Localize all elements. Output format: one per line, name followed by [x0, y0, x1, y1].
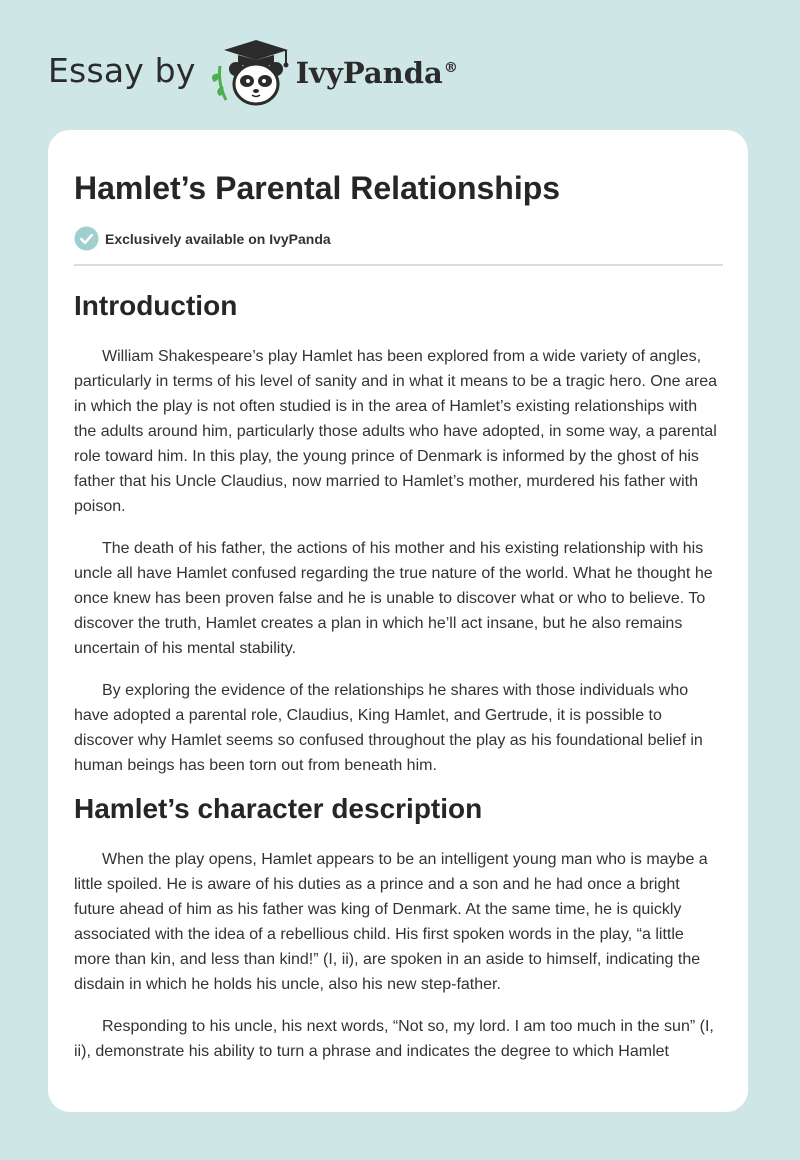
- paragraph: When the play opens, Hamlet appears to be an intelligent young man who is maybe a little spoiled. He is aware of his duties as a prince and a son and he had once a bright future ahead of him as his father was king of Denmark. At the same time, he is quickly associated with the idea of a rebellious child. His first spoken words in the play, “a little more than kin, and less than kind!” (I, ii), are spoken in an aside to himself, indicating the disdain in which he holds his uncle, also his new step-father.: [74, 851, 708, 993]
- check-circle-icon: [74, 226, 99, 251]
- exclusive-badge: [74, 226, 722, 251]
- paragraph: The death of his father, the actions of his mother and his existing relationship with his uncle all have Hamlet confused regarding the true nature of the world. What he thought he once knew has been proven false and he is unable to discover what or who to believe. To discover the truth, Hamlet creates a plan in which he’ll act insane, but he also remains uncertain of his mental stability.: [74, 540, 713, 657]
- paragraph: William Shakespeare’s play Hamlet has been explored from a wide variety of angles, particularly in terms of his level of sanity and in what it means to be a tragic hero. One area in which the play is not often studied is in the area of Hamlet’s existing relationships with the adults around him, particularly those adults who have adopted, in some way, a parental role toward him. In this play, the young prince of Denmark is informed by the ghost of his father that his Uncle Claudius, now married to Hamlet’s mother, murdered his father with poison.: [74, 348, 717, 515]
- brand-header: [48, 36, 458, 108]
- brand-name[interactable]: IvyPanda®: [295, 56, 458, 90]
- paragraph: Responding to his uncle, his next words, “Not so, my lord. I am too much in the sun” (I, ii), demonstrate his ability to turn a phrase and indicates the degree to which Hamlet: [74, 1018, 714, 1060]
- section-heading: Introduction: [74, 290, 238, 321]
- panda-graduate-icon[interactable]: [206, 36, 294, 108]
- exclusive-badge-text: Exclusively available on IvyPanda: [105, 230, 331, 247]
- section-heading: Hamlet’s character description: [74, 793, 483, 824]
- brand-prefix: Essay by: [48, 50, 196, 90]
- essay-title: Hamlet’s Parental Relationships: [74, 170, 561, 206]
- section-introduction: [74, 288, 722, 778]
- section-character-description: [74, 791, 722, 1064]
- divider: [74, 264, 723, 266]
- paragraph: By exploring the evidence of the relationships he shares with those individuals who have adopted a parental role, Claudius, King Hamlet, and Gertrude, it is possible to discover why Hamlet seems so confused throughout the play as his foundational belief in human beings has been torn out from beneath him.: [74, 682, 703, 774]
- registered-mark: ®: [443, 60, 458, 77]
- essay-card: [48, 130, 748, 1112]
